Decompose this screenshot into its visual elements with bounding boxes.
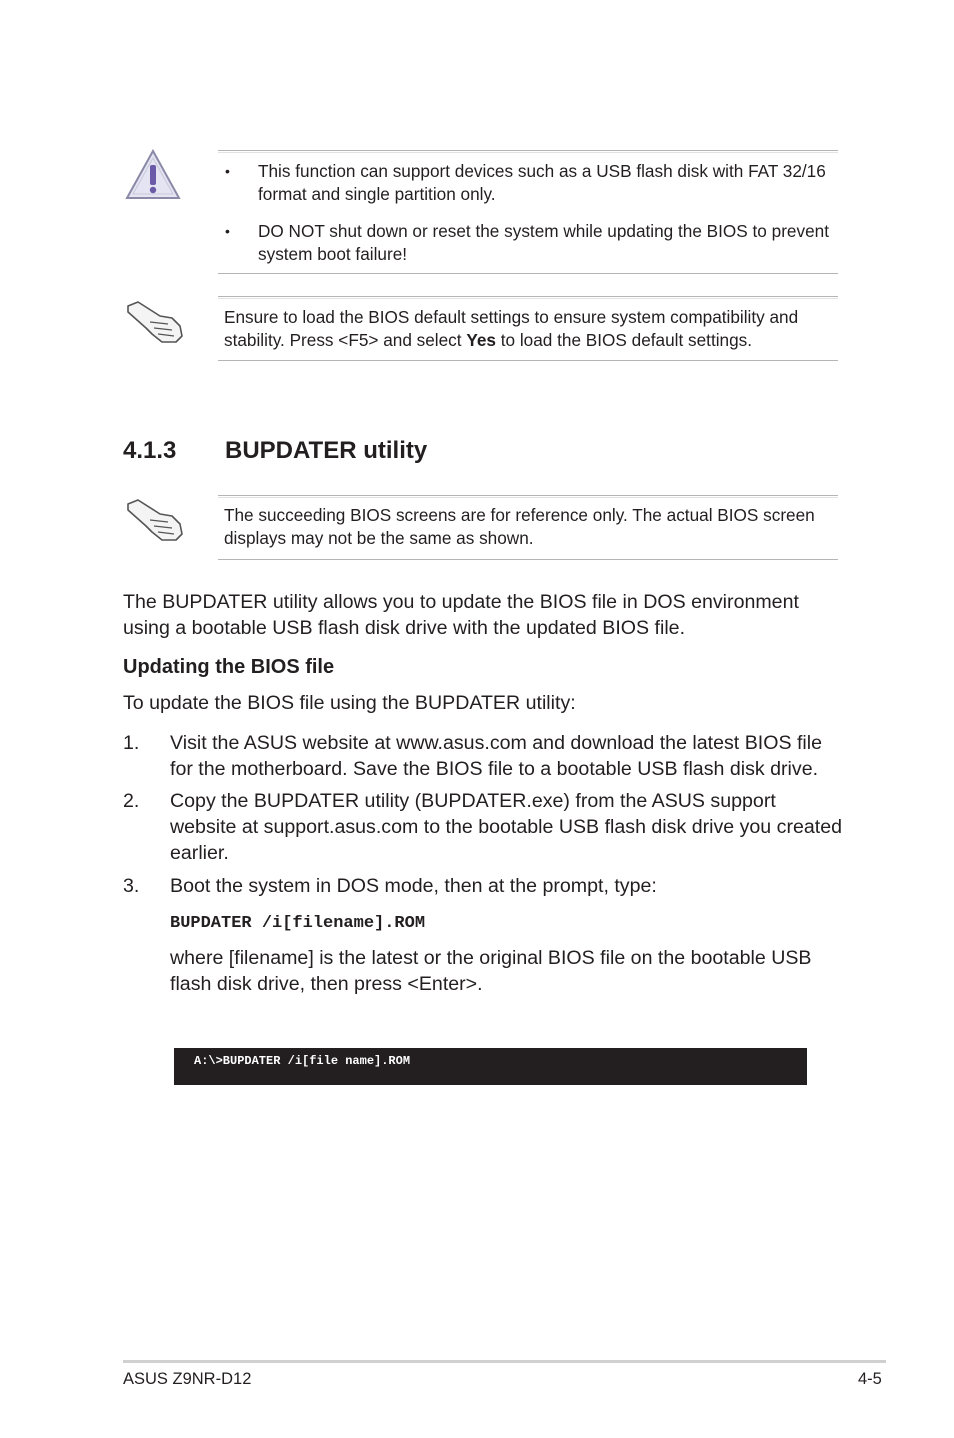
note-box-defaults xyxy=(218,296,838,361)
intro-paragraph: The BUPDATER utility allows you to update the BIOS file in DOS environment using a bootable USB flash disk drive with the updated BIOS file. xyxy=(123,591,799,639)
pointing-hand-icon xyxy=(124,496,186,542)
note-text-part: Ensure to load the BIOS default settings to ensure system compatibility and stability. Press <F5> and select xyxy=(224,307,799,350)
note-defaults-text xyxy=(224,306,818,352)
bullet-symbol: • xyxy=(225,223,230,239)
caution-text-1: This function can support devices such as a USB flash disk with FAT 32/16 format and single partition only. xyxy=(258,161,826,204)
step-text: Boot the system in DOS mode, then at the prompt, type: xyxy=(170,875,657,897)
step-number: 2. xyxy=(123,790,140,812)
subheading-updating: Updating the BIOS file xyxy=(123,656,335,678)
note-text-part: to load the BIOS default settings. xyxy=(495,330,753,350)
step-text: Copy the BUPDATER utility (BUPDATER.exe) from the ASUS support website at support.asus.com to the bootable USB flash disk drive you created earlier. xyxy=(170,790,842,864)
footer-page-number: 4-5 xyxy=(858,1370,882,1388)
lead-text: To update the BIOS file using the BUPDATER utility: xyxy=(123,692,576,714)
command-explanation: where [filename] is the latest or the original BIOS file on the bootable USB flash disk drive, then press <Enter>. xyxy=(170,947,812,995)
caution-text-2: DO NOT shut down or reset the system while updating the BIOS to prevent system boot failure! xyxy=(258,221,829,264)
command-line: BUPDATER /i[filename].ROM xyxy=(170,914,426,933)
terminal-text: A:\>BUPDATER /i[file name].ROM xyxy=(194,1054,411,1068)
section-title: BUPDATER utility xyxy=(225,437,428,464)
note-reference-text: The succeeding BIOS screens are for reference only. The actual BIOS screen displays may not be the same as shown. xyxy=(224,505,815,548)
bullet-symbol: • xyxy=(225,163,230,179)
step-number: 3. xyxy=(123,875,140,897)
section-number: 4.1.3 xyxy=(123,437,177,464)
terminal-screenshot xyxy=(174,1048,807,1085)
note-box-reference xyxy=(218,495,838,560)
caution-box xyxy=(218,150,838,274)
note-bold-yes: Yes xyxy=(466,330,496,350)
footer-product-name: ASUS Z9NR-D12 xyxy=(123,1370,252,1388)
pointing-hand-icon xyxy=(124,298,186,344)
step-text: Visit the ASUS website at www.asus.com and download the latest BIOS file for the motherboard. Save the BIOS file to a bootable USB flash disk drive. xyxy=(170,732,823,780)
step-number: 1. xyxy=(123,732,140,754)
warning-triangle-icon xyxy=(124,148,182,202)
footer-rule xyxy=(123,1360,886,1363)
